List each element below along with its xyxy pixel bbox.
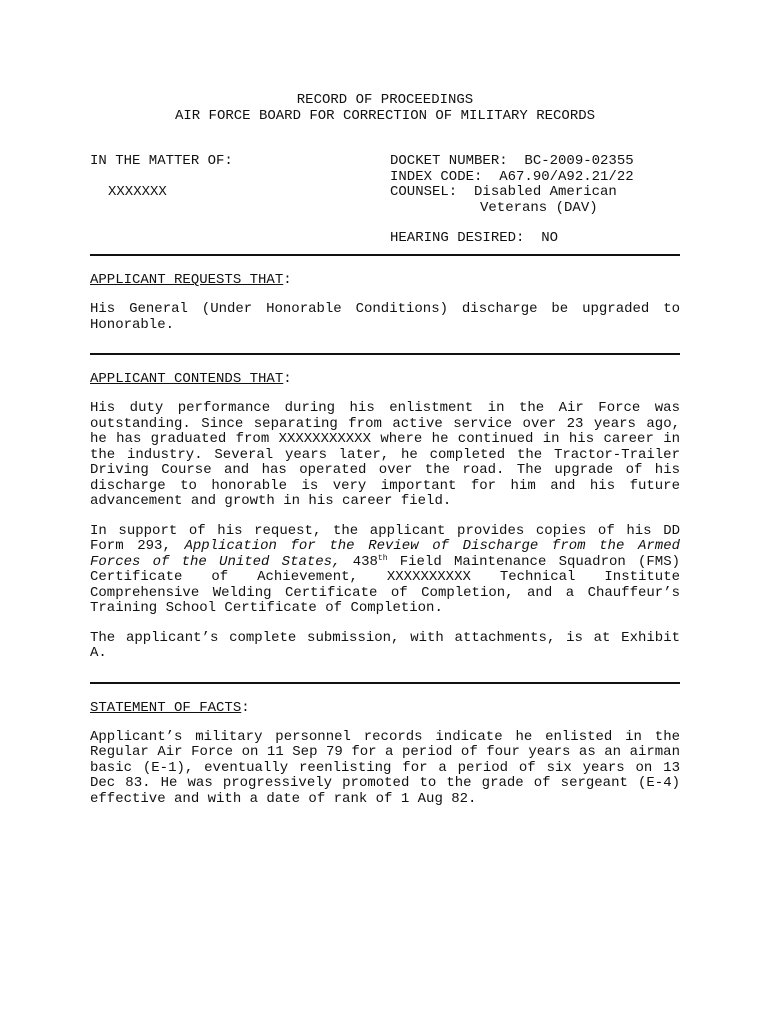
case-info	[390, 154, 680, 247]
contends-heading: APPLICANT CONTENDS THAT:	[90, 371, 292, 387]
requests-text: His General (Under Honorable Conditions) discharge be upgraded to Honorable.	[90, 301, 680, 333]
requests-heading: APPLICANT REQUESTS THAT:	[90, 272, 292, 288]
contends-paragraph-1: His duty performance during his enlistment in the Air Force was outstanding. Since separating from active service over 23 years ago, he has graduated from XXXXXXXXXXX where he continued in his career in the industry. Several years later, he completed the Tractor-Trailer Driving Course and has operated over the road. The upgrade of his discharge to honorable is very important for him and his future advancement and growth in his career field.	[90, 400, 680, 509]
index-code: INDEX CODE: A67.90/A92.21/22	[390, 168, 634, 185]
counsel: COUNSEL: Disabled American	[390, 184, 617, 200]
document-subtitle: AIR FORCE BOARD FOR CORRECTION OF MILITARY RECORDS	[174, 108, 596, 124]
contends-paragraph-3: The applicant’s complete submission, with attachments, is at Exhibit A.	[90, 629, 680, 661]
hearing-desired: HEARING DESIRED: NO	[390, 230, 559, 246]
section-divider	[90, 353, 680, 355]
contends-paragraph-2: In support of his request, the applicant provides copies of his DD Form 293, Application for the Review of Discharge from the Armed Forces of the United States, 438th Field Maintenance Squadron (FMS) Certificate of Achievement, XXXXXXXXXX Technical Institute Comprehensive Welding Certificate of Completion, and a Chauffeur’s Training School Certificate of Completion.	[90, 522, 680, 616]
document-header	[90, 92, 680, 124]
document-page	[90, 92, 680, 807]
docket-number: DOCKET NUMBER: BC-2009-02355	[390, 153, 634, 169]
counsel-continued: Veterans (DAV)	[480, 199, 598, 216]
matter-left	[90, 154, 380, 200]
applicant-name: XXXXXXX	[108, 183, 167, 200]
facts-heading: STATEMENT OF FACTS:	[90, 699, 250, 716]
matter-label: IN THE MATTER OF:	[90, 153, 233, 169]
section-divider	[90, 682, 680, 684]
section-divider	[90, 254, 680, 256]
facts-paragraph-1: Applicant’s military personnel records indicate he enlisted in the Regular Air Force on 11 Sep 79 for a period of four years as an airman basic (E-1), eventually reenlisting for a period of six years on 13 Dec 83. He was progressively promoted to the grade of sergeant (E-4) effective and with a date of rank of 1 Aug 82.	[90, 728, 680, 807]
document-title: RECORD OF PROCEEDINGS	[296, 92, 474, 108]
matter-block	[90, 154, 680, 254]
